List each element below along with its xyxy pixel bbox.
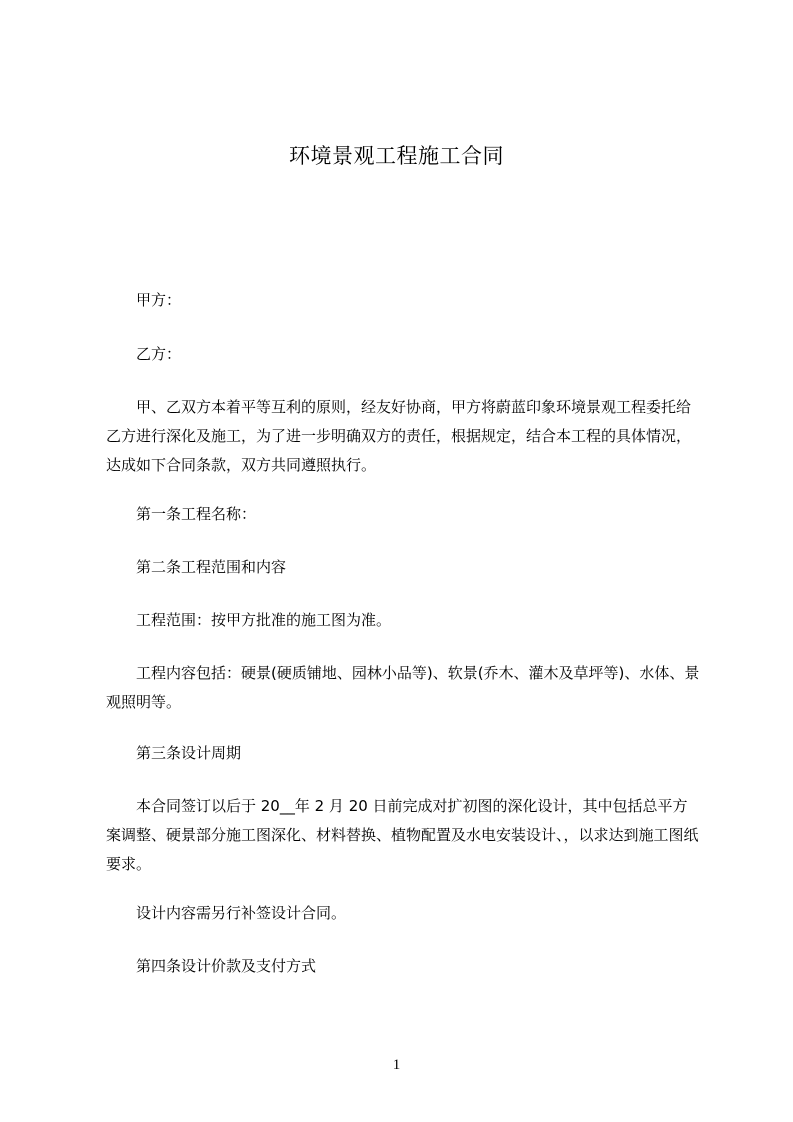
article-2-heading: 第二条工程范围和内容 xyxy=(136,558,287,576)
design-note-paragraph: 设计内容需另行补签设计合同。 xyxy=(136,904,347,922)
article-1-heading: 第一条工程名称： xyxy=(136,505,257,523)
document-title: 环境景观工程施工合同 xyxy=(289,144,504,168)
scope-paragraph: 工程范围：按甲方批准的施工图为准。 xyxy=(136,611,392,629)
article-3-heading: 第三条设计周期 xyxy=(136,744,242,762)
design-period-paragraph: 本合同签订以后于 20__年 2 月 20 日前完成对扩初图的深化设计，其中包括总平方案调整、硬景部分施工图深化、材料替换、植物配置及水电安装设计、，以求达到施工图纸要求。 xyxy=(106,797,699,873)
party-b-label: 乙方： xyxy=(136,345,182,363)
party-a-label: 甲方： xyxy=(136,291,182,309)
page-number: 1 xyxy=(392,1057,401,1073)
intro-paragraph: 甲、乙双方本着平等互利的原则，经友好协商，甲方将蔚蓝印象环境景观工程委托给乙方进行深化及施工，为了进一步明确双方的责任，根据规定，结合本工程的具体情况，达成如下合同条款，双方共同遵照执行。 xyxy=(106,398,692,474)
article-4-heading: 第四条设计价款及支付方式 xyxy=(136,957,317,975)
content-paragraph: 工程内容包括：硬景(硬质铺地、园林小品等)、软景(乔木、灌木及草坪等)、水体、景观照明等。 xyxy=(106,664,700,711)
